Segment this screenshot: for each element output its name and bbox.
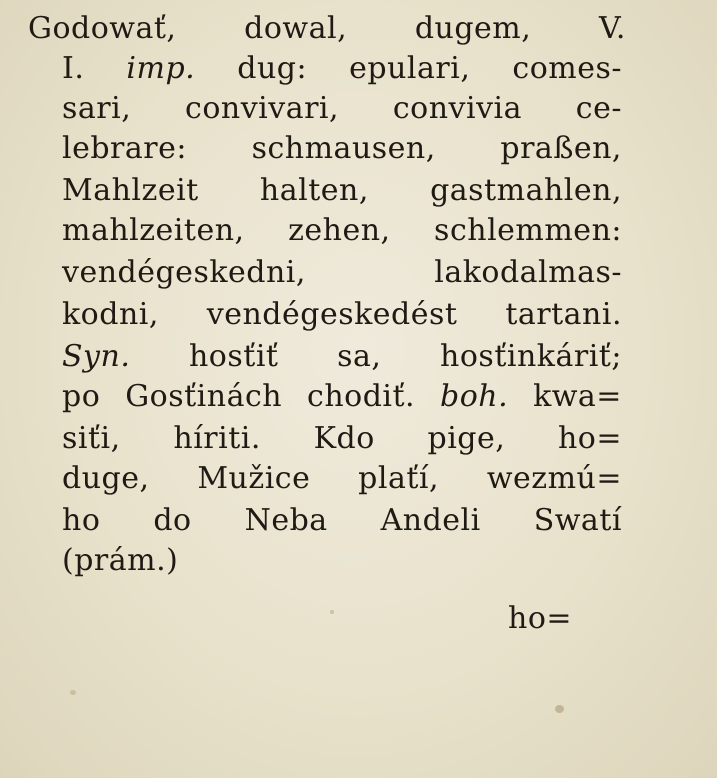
text-line-3 (62, 88, 622, 130)
word: hosťinkáriť; (440, 339, 622, 374)
text-line-14 (62, 540, 622, 582)
word: dug: (237, 51, 308, 86)
word-italic: boh. (440, 379, 509, 414)
word: convivari, (185, 91, 340, 126)
word: Swatí (533, 503, 622, 538)
text-line-9 (62, 336, 622, 378)
text-line-11 (62, 418, 622, 460)
word: sa, (337, 339, 382, 374)
text-line-8 (62, 294, 622, 336)
word: duge, (62, 461, 150, 496)
word: ho (62, 503, 101, 538)
text-line-2 (62, 48, 622, 90)
word: Andeli (380, 503, 481, 538)
text-line-6 (62, 210, 622, 252)
text-line-1 (28, 8, 626, 50)
word: hosťiť (188, 339, 279, 374)
word: Kdo (313, 421, 375, 456)
word: do (153, 503, 192, 538)
word: sari, (62, 91, 132, 126)
word: Neba (244, 503, 328, 538)
word: epulari, (349, 51, 471, 86)
text-line-10 (62, 376, 622, 418)
word: lebrare: (62, 131, 187, 166)
word-italic: Syn. (62, 339, 131, 374)
word: halten, (259, 173, 369, 208)
word: I. (62, 51, 85, 86)
word-italic: imp. (126, 51, 196, 86)
text-line-7 (62, 252, 622, 294)
word: comes- (512, 51, 622, 86)
word: Gosťinách (125, 379, 283, 414)
catchword: ho= (508, 601, 573, 636)
word: siťi, (62, 421, 121, 456)
word: convivia (392, 91, 522, 126)
word: wezmú= (486, 461, 622, 496)
word: zehen, (288, 213, 391, 248)
word: Mahlzeit (62, 173, 199, 208)
word: mahlzeiten, (62, 213, 245, 248)
word: Mužice (197, 461, 311, 496)
text-line-5 (62, 170, 622, 212)
word: pige, (427, 421, 506, 456)
word: dugem, (414, 11, 532, 46)
word: V. (599, 11, 626, 46)
text-line-13 (62, 500, 622, 542)
word: híriti. (173, 421, 261, 456)
paper-stain (555, 705, 564, 713)
word: gastmahlen, (430, 173, 622, 208)
paper-stain (70, 690, 76, 695)
text-line-12 (62, 458, 622, 500)
word: po (62, 379, 101, 414)
word: praßen, (500, 131, 622, 166)
word: schmausen, (251, 131, 436, 166)
word: kwa= (533, 379, 622, 414)
word: vendégeskedést (206, 297, 458, 332)
word: ho= (557, 421, 622, 456)
word: schlemmen: (434, 213, 622, 248)
text-line-4 (62, 128, 622, 170)
paper-stain (330, 610, 334, 614)
word: plaťí, (358, 461, 440, 496)
word: vendégeskedni, (62, 255, 306, 290)
word: dowal, (244, 11, 348, 46)
word: lakodalmas- (434, 255, 622, 290)
word: Godowať, (28, 11, 177, 46)
word: chodiť. (307, 379, 416, 414)
word: (prám.) (62, 543, 179, 578)
word: tartani. (505, 297, 622, 332)
word: ce- (575, 91, 622, 126)
word: kodni, (62, 297, 159, 332)
